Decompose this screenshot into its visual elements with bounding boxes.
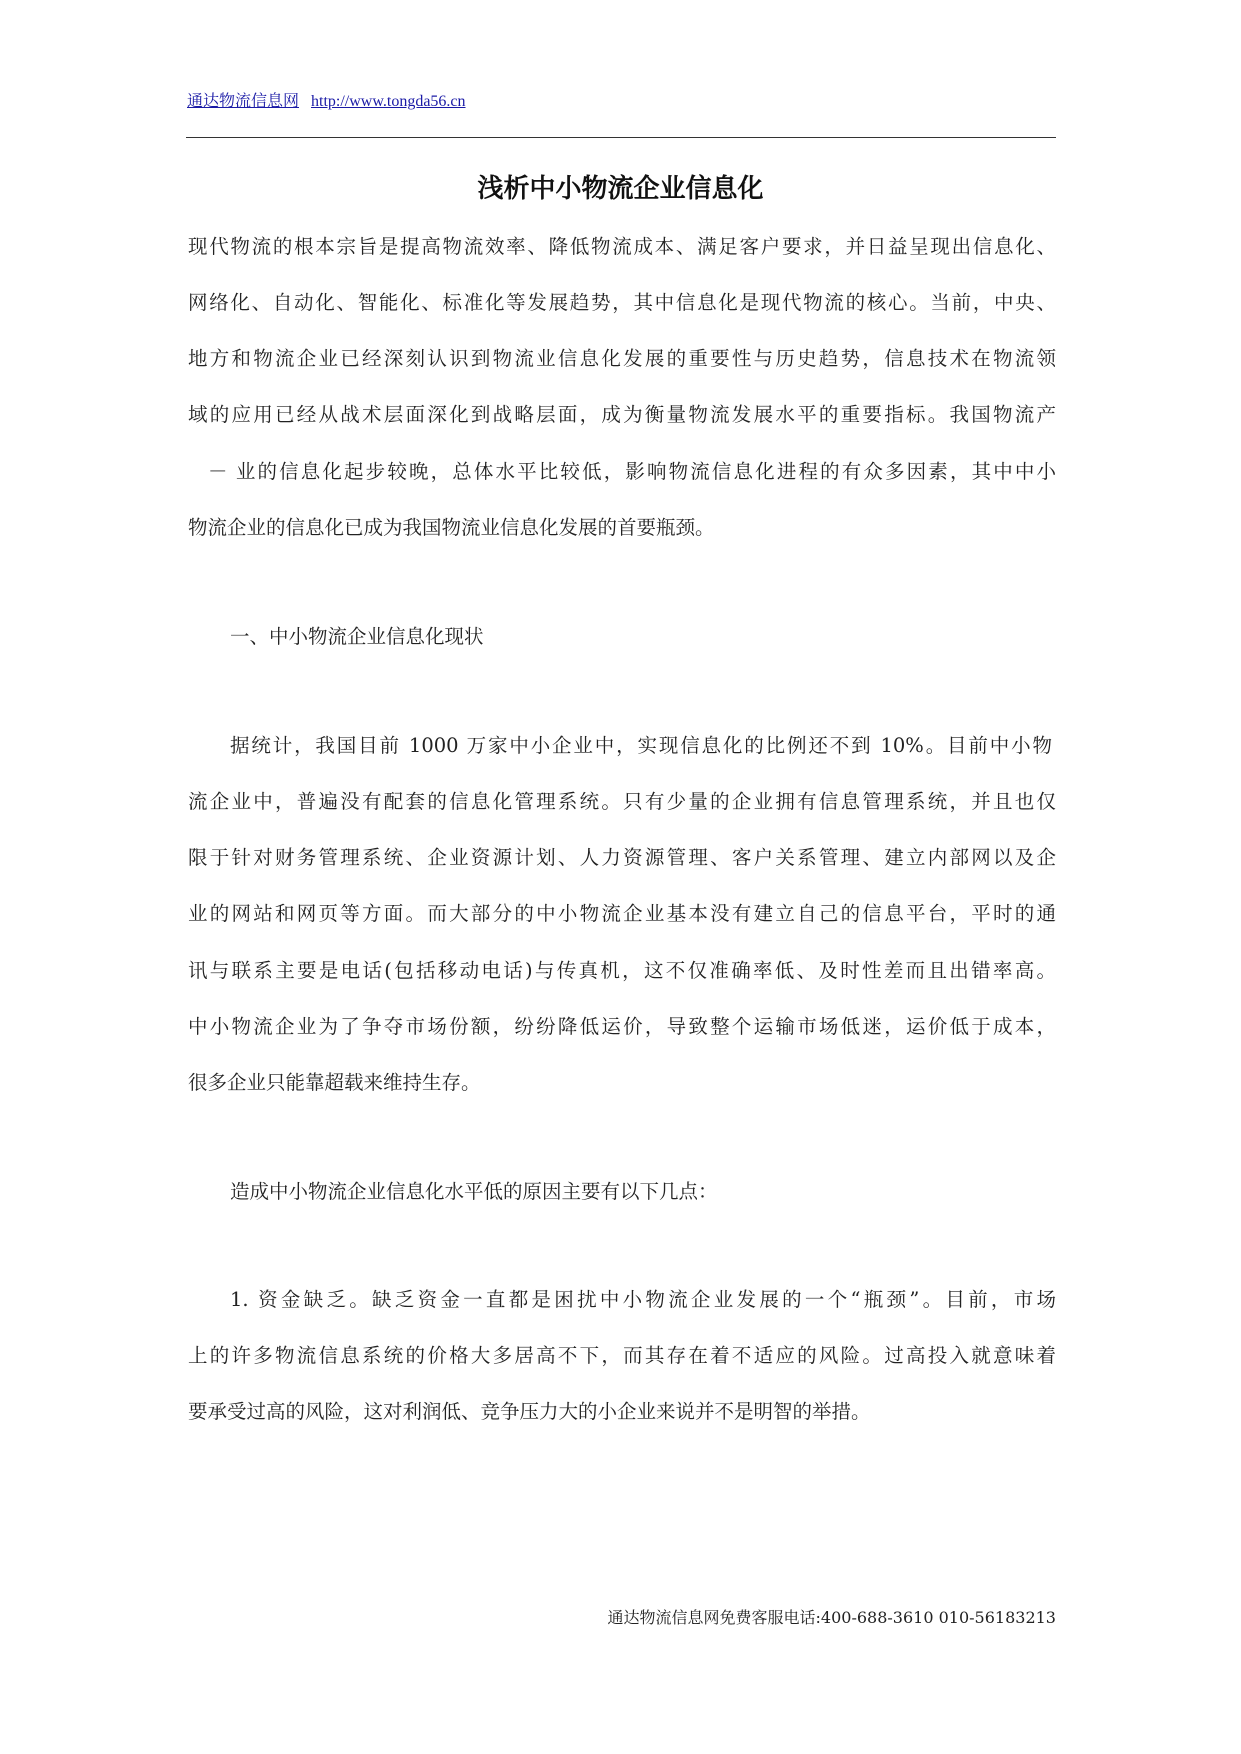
intro-line: 网络化、自动化、智能化、标准化等发展趋势，其中信息化是现代物流的核心。当前，中央、: [188, 291, 1056, 314]
point1-line: 上的许多物流信息系统的价格大多居高不下，而其存在着不适应的风险。过高投入就意味着: [188, 1344, 1056, 1367]
intro-line: 物流企业的信息化已成为我国物流业信息化发展的首要瓶颈。: [188, 516, 715, 539]
section1-line: 中小物流企业为了争夺市场份额，纷纷降低运价，导致整个运输市场低迷，运价低于成本，: [188, 1015, 1056, 1038]
section1-line: 很多企业只能靠超载来维持生存。: [188, 1071, 481, 1094]
causes-heading: 造成中小物流企业信息化水平低的原因主要有以下几点：: [230, 1180, 718, 1203]
site-url-link[interactable]: http://www.tongda56.cn: [311, 93, 466, 110]
section1-line: 限于针对财务管理系统、企业资源计划、人力资源管理、客户关系管理、建立内部网以及企: [188, 846, 1056, 869]
section1-line: 业的网站和网页等方面。而大部分的中小物流企业基本没有建立自己的信息平台，平时的通: [188, 902, 1056, 925]
intro-line: 现代物流的根本宗旨是提高物流效率、降低物流成本、满足客户要求，并日益呈现出信息化、: [188, 235, 1056, 258]
section1-line: 据统计，我国目前 1000 万家中小企业中，实现信息化的比例还不到 10%。目前中小物: [230, 734, 1052, 757]
page-footer: 通达物流信息网免费客服电话:400-688-3610 010-56183213: [607, 1608, 1056, 1627]
section1-line: 讯与联系主要是电话(包括移动电话)与传真机，这不仅准确率低、及时性差而且出错率高。: [188, 959, 1056, 982]
site-name-link[interactable]: 通达物流信息网: [187, 93, 300, 110]
page-header: [187, 88, 466, 111]
intro-line: 域的应用已经从战术层面深化到战略层面，成为衡量物流发展水平的重要指标。我国物流产: [188, 403, 1056, 426]
document-title: 浅析中小物流企业信息化: [477, 174, 764, 204]
section1-line: 流企业中，普遍没有配套的信息化管理系统。只有少量的企业拥有信息管理系统，并且也仅: [188, 790, 1056, 813]
intro-line: － 业的信息化起步较晚，总体水平比较低，影响物流信息化进程的有众多因素，其中中小: [208, 460, 1056, 483]
point1-line: 1. 资金缺乏。缺乏资金一直都是困扰中小物流企业发展的一个“瓶颈”。目前，市场: [230, 1288, 1056, 1311]
point1-line: 要承受过高的风险，这对利润低、竞争压力大的小企业来说并不是明智的举措。: [188, 1400, 871, 1423]
header-divider: [186, 137, 1056, 138]
intro-line: 地方和物流企业已经深刻认识到物流业信息化发展的重要性与历史趋势，信息技术在物流领: [188, 347, 1056, 370]
section-heading: 一、中小物流企业信息化现状: [230, 625, 484, 648]
